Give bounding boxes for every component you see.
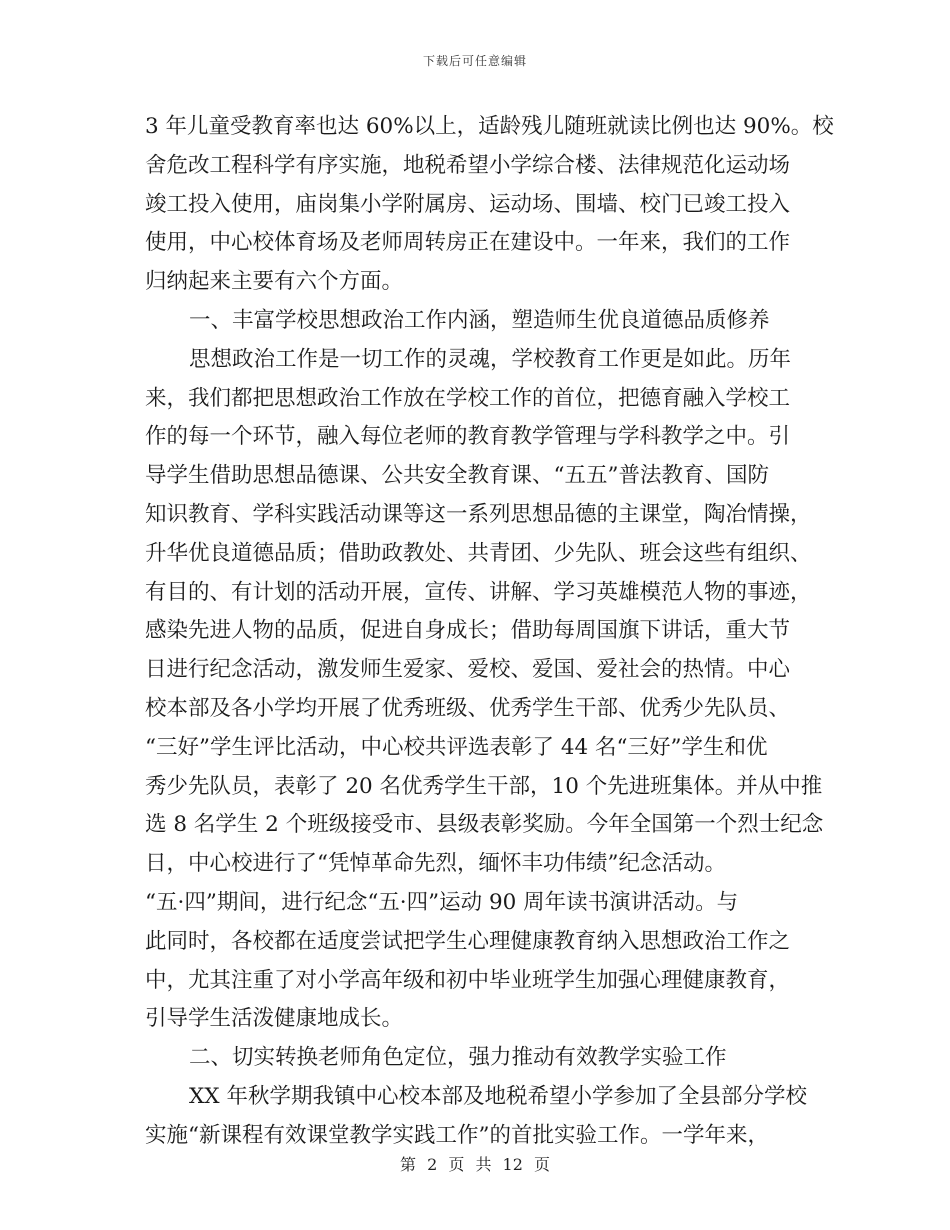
body-line: 导学生借助思想品德课、公共安全教育课、“五五”普法教育、国防 [145, 463, 769, 489]
body-line: 此同时，各校都在适度尝试把学生心理健康教育纳入思想政治工作之 [145, 928, 791, 954]
body-line: 舍危改工程科学有序实施，地税希望小学综合楼、法律规范化运动场 [145, 152, 791, 178]
body-line: 竣工投入使用，庙岗集小学附属房、运动场、围墙、校门已竣工投入 [145, 191, 791, 217]
body-line: 实施“新课程有效课堂教学实践工作”的首批实验工作。一学年来， [145, 1122, 769, 1148]
body-line: 知识教育、学科实践活动课等这一系列思想品德的主课堂，陶冶情操， [145, 501, 812, 527]
body-line: 来，我们都把思想政治工作放在学校工作的首位，把德育融入学校工 [145, 385, 791, 411]
body-line: 中，尤其注重了对小学高年级和初中毕业班学生加强心理健康教育， [145, 967, 791, 993]
body-line: 归纳起来主要有六个方面。 [145, 269, 404, 295]
section-heading-1: 一、丰富学校思想政治工作内涵，塑造师生优良道德品质修养 [189, 307, 770, 333]
body-line: 日，中心校进行了“凭悼革命先烈，缅怀丰功伟绩”纪念活动。 [145, 851, 726, 877]
page-number-footer: 第 2 页 共 12 页 [400, 1155, 550, 1174]
body-line: 日进行纪念活动，激发师生爱家、爱校、爱国、爱社会的热情。中心 [145, 657, 791, 683]
body-line: 秀少先队员，表彰了 20 名优秀学生干部，10 个先进班集体。并从中推 [145, 773, 823, 799]
body-line: 有目的、有计划的活动开展，宣传、讲解、学习英雄模范人物的事迹， [145, 579, 812, 605]
body-line: 作的每一个环节，融入每位老师的教育教学管理与学科教学之中。引 [145, 424, 791, 450]
section-heading-2: 二、切实转换老师角色定位，强力推动有效教学实验工作 [189, 1045, 727, 1071]
body-line: XX 年秋学期我镇中心校本部及地税希望小学参加了全县部分学校 [189, 1083, 807, 1109]
document-body [145, 108, 834, 1156]
body-line: 升华优良道德品质；借助政教处、共青团、少先队、班会这些有组织、 [145, 540, 812, 566]
body-line: “五·四”期间，进行纪念“五·四”运动 90 周年读书演讲活动。与 [145, 889, 739, 915]
body-line: 思想政治工作是一切工作的灵魂，学校教育工作更是如此。历年 [189, 346, 792, 372]
body-line: 引导学生活泼健康地成长。 [145, 1006, 404, 1032]
body-line: “三好”学生评比活动，中心校共评选表彰了 44 名“三好”学生和优 [145, 734, 768, 760]
body-line: 3 年儿童受教育率也达 60%以上，适龄残儿随班就读比例也达 90%。校 [145, 114, 834, 139]
body-line: 使用，中心校体育场及老师周转房正在建设中。一年来，我们的工作 [145, 230, 791, 256]
body-line: 校本部及各小学均开展了优秀班级、优秀学生干部、优秀少先队员、 [145, 695, 791, 721]
page-header-note: 下载后可任意编辑 [422, 54, 527, 68]
body-line: 感染先进人物的品质，促进自身成长；借助每周国旗下讲话，重大节 [145, 618, 791, 644]
body-line: 选 8 名学生 2 个班级接受市、县级表彰奖励。今年全国第一个烈士纪念 [145, 812, 824, 838]
